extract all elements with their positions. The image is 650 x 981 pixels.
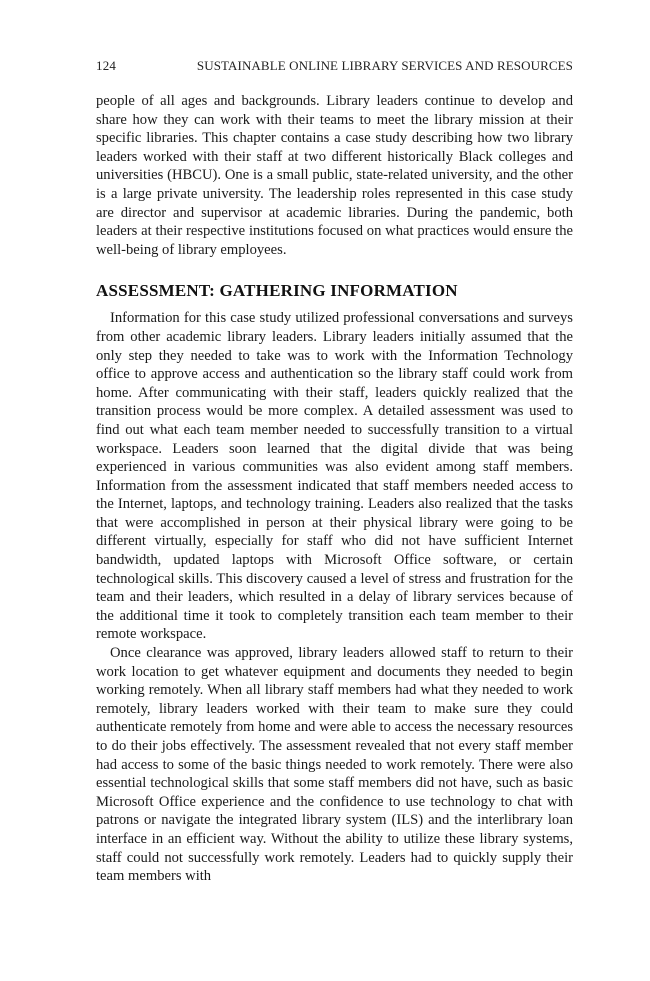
section-heading: ASSESSMENT: GATHERING INFORMATION — [96, 281, 458, 301]
book-page — [96, 58, 573, 886]
running-title: SUSTAINABLE ONLINE LIBRARY SERVICES AND RESOURCES — [196, 58, 573, 73]
running-header — [96, 58, 573, 74]
intro-paragraph: people of all ages and backgrounds. Library leaders continue to develop and share how they can work with their teams to meet the library mission at their specific libraries. This chapter contains a case study describing how two library leaders worked with their staff at two different historically Black colleges and universities (HBCU). One is a small public, state-related university, and the other is a large private university. The leadership roles represented in this case study are director and supervisor at academic libraries. During the pandemic, both leaders at their respective institutions focused on what practices would ensure the well-being of library employees. — [96, 93, 573, 258]
body-paragraph-2: Once clearance was approved, library leaders allowed staff to return to their work location to get whatever equipment and documents they needed to begin working remotely. When all library staff members had what they needed to work remotely, library leaders worked with their team to make sure they could authenticate remotely from home and were able to access the necessary resources to do their jobs effectively. The assessment revealed that not every staff member had access to some of the basic things needed to work remotely. There were also essential technological skills that some staff members did not have, such as basic Microsoft Office experience and the confidence to use technology to chat with patrons or navigate the integrated library system (ILS) and the interlibrary loan interface in an efficient way. Without the ability to utilize these library systems, staff could not successfully work remotely. Leaders had to quickly supply their team members with — [96, 645, 573, 885]
page-number: 124 — [96, 58, 117, 73]
body-paragraph-1: Information for this case study utilized professional conversations and surveys from other academic library leaders. Library leaders initially assumed that the only step they needed to take was to work with the Information Technology office to approve access and authentication so the library staff could work from home. After communicating with their staff, leaders quickly realized that the transition process would be more complex. A detailed assessment was used to find out what each team member needed to successfully transition to a virtual workspace. Leaders soon learned that the digital divide that was being experienced in various communities was also evident among staff members. Information from the assessment indicated that staff members needed access to the Internet, laptops, and technology training. Leaders also realized that the tasks that were accomplished in person at their physical library were going to be different virtually, especially for staff who did not have sufficient Internet bandwidth, updated laptops with Microsoft Office software, or certain technological skills. This discovery caused a level of stress and frustration for the team and their leaders, which resulted in a delay of library services because of the additional time it took to completely transition each team member to their remote workspace. — [96, 310, 573, 643]
